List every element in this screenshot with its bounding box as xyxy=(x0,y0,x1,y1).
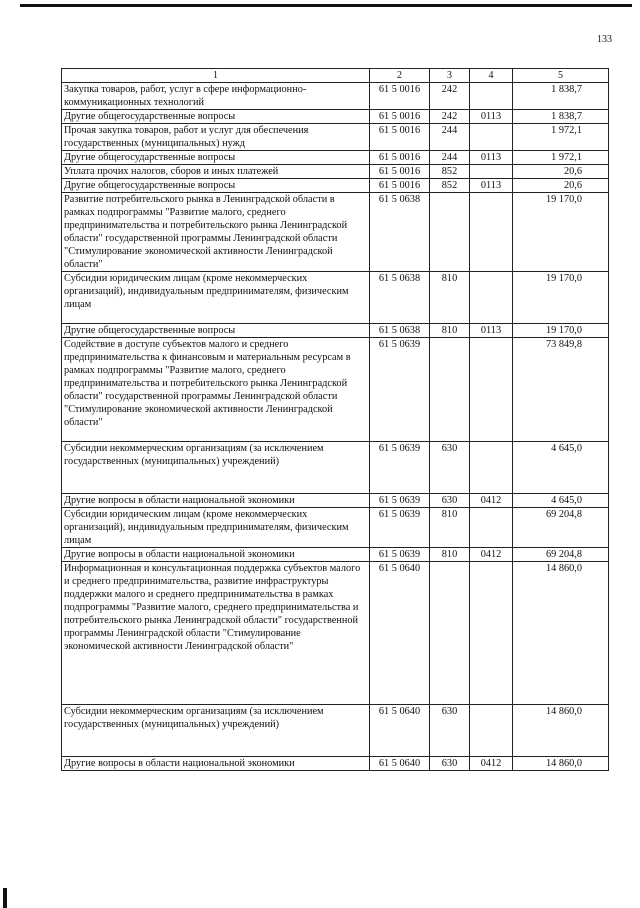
column-header-3: 3 xyxy=(430,69,470,83)
item-name-cell: Прочая закупка товаров, работ и услуг для обеспечения государственных (муниципальных) нужд xyxy=(62,124,370,151)
amount-cell: 20,6 xyxy=(513,179,609,193)
amount-cell: 4 645,0 xyxy=(513,442,609,494)
section-code-cell: 0113 xyxy=(470,110,513,124)
section-code-cell xyxy=(470,124,513,151)
target-code-cell: 61 5 0638 xyxy=(370,324,430,338)
table-row xyxy=(62,179,609,193)
expense-type-cell: 810 xyxy=(430,272,470,324)
target-code-cell: 61 5 0016 xyxy=(370,83,430,110)
target-code-cell: 61 5 0639 xyxy=(370,338,430,442)
item-name-cell: Другие общегосударственные вопросы xyxy=(62,110,370,124)
target-code-cell: 61 5 0016 xyxy=(370,179,430,193)
expense-type-cell: 810 xyxy=(430,324,470,338)
target-code-cell: 61 5 0016 xyxy=(370,151,430,165)
column-header-4: 4 xyxy=(470,69,513,83)
table-row xyxy=(62,110,609,124)
table-row xyxy=(62,562,609,705)
section-code-cell xyxy=(470,165,513,179)
expense-type-cell: 630 xyxy=(430,705,470,757)
section-code-cell xyxy=(470,705,513,757)
table-row xyxy=(62,124,609,151)
column-header-1: 1 xyxy=(62,69,370,83)
expense-type-cell: 244 xyxy=(430,124,470,151)
expense-type-cell: 630 xyxy=(430,442,470,494)
section-code-cell xyxy=(470,272,513,324)
item-name-cell: Другие общегосударственные вопросы xyxy=(62,179,370,193)
expense-type-cell: 630 xyxy=(430,757,470,771)
budget-table xyxy=(61,68,609,771)
section-code-cell: 0412 xyxy=(470,548,513,562)
table-row xyxy=(62,494,609,508)
item-name-cell: Другие общегосударственные вопросы xyxy=(62,324,370,338)
target-code-cell: 61 5 0639 xyxy=(370,494,430,508)
table-row xyxy=(62,193,609,272)
item-name-cell: Другие общегосударственные вопросы xyxy=(62,151,370,165)
amount-cell: 1 838,7 xyxy=(513,110,609,124)
item-name-cell: Информационная и консультационная поддержка субъектов малого и среднего предпринимательства, развитие инфраструктуры поддержки малого и среднего предпринимательства в рамках подпрограммы "Развитие малого, среднего предпринимательства и потребительского рынка Ленинградской области" государственной программы Ленинградской области "Стимулирование экономической активности Ленинградской области" xyxy=(62,562,370,705)
table-row xyxy=(62,508,609,548)
expense-type-cell: 630 xyxy=(430,494,470,508)
item-name-cell: Субсидии некоммерческим организациям (за исключением государственных (муниципальных) учреждений) xyxy=(62,442,370,494)
expense-type-cell: 852 xyxy=(430,165,470,179)
section-code-cell: 0113 xyxy=(470,179,513,193)
target-code-cell: 61 5 0638 xyxy=(370,193,430,272)
item-name-cell: Другие вопросы в области национальной экономики xyxy=(62,494,370,508)
target-code-cell: 61 5 0640 xyxy=(370,562,430,705)
item-name-cell: Другие вопросы в области национальной экономики xyxy=(62,548,370,562)
table-row xyxy=(62,548,609,562)
amount-cell: 69 204,8 xyxy=(513,548,609,562)
amount-cell: 14 860,0 xyxy=(513,705,609,757)
table-row xyxy=(62,705,609,757)
amount-cell: 14 860,0 xyxy=(513,562,609,705)
target-code-cell: 61 5 0016 xyxy=(370,165,430,179)
table-row xyxy=(62,83,609,110)
section-code-cell: 0412 xyxy=(470,494,513,508)
amount-cell: 69 204,8 xyxy=(513,508,609,548)
table-row xyxy=(62,442,609,494)
table-row xyxy=(62,151,609,165)
item-name-cell: Содействие в доступе субъектов малого и среднего предпринимательства к финансовым и материальным ресурсам в рамках подпрограммы "Развитие малого, среднего предпринимательства и потребительского рынка Ленинградской области" государственной программы Ленинградской области "Стимулирование экономической активности Ленинградской области" xyxy=(62,338,370,442)
table-row xyxy=(62,324,609,338)
budget-table-body xyxy=(62,69,609,771)
table-row xyxy=(62,757,609,771)
section-code-cell xyxy=(470,193,513,272)
amount-cell: 1 972,1 xyxy=(513,124,609,151)
target-code-cell: 61 5 0640 xyxy=(370,705,430,757)
amount-cell: 14 860,0 xyxy=(513,757,609,771)
target-code-cell: 61 5 0639 xyxy=(370,548,430,562)
item-name-cell: Субсидии юридическим лицам (кроме некоммерческих организаций), индивидуальным предпринимателям, физическим лицам xyxy=(62,272,370,324)
expense-type-cell xyxy=(430,338,470,442)
amount-cell: 1 972,1 xyxy=(513,151,609,165)
amount-cell: 19 170,0 xyxy=(513,324,609,338)
page-number: 133 xyxy=(597,34,612,45)
expense-type-cell xyxy=(430,562,470,705)
section-code-cell xyxy=(470,562,513,705)
amount-cell: 1 838,7 xyxy=(513,83,609,110)
expense-type-cell: 852 xyxy=(430,179,470,193)
column-number-header-row xyxy=(62,69,609,83)
top-border-line xyxy=(20,4,632,7)
target-code-cell: 61 5 0016 xyxy=(370,124,430,151)
expense-type-cell: 244 xyxy=(430,151,470,165)
amount-cell: 20,6 xyxy=(513,165,609,179)
expense-type-cell: 242 xyxy=(430,110,470,124)
table-row xyxy=(62,272,609,324)
section-code-cell: 0412 xyxy=(470,757,513,771)
target-code-cell: 61 5 0640 xyxy=(370,757,430,771)
target-code-cell: 61 5 0639 xyxy=(370,442,430,494)
item-name-cell: Уплата прочих налогов, сборов и иных платежей xyxy=(62,165,370,179)
expense-type-cell: 242 xyxy=(430,83,470,110)
item-name-cell: Субсидии юридическим лицам (кроме некоммерческих организаций), индивидуальным предпринимателям, физическим лицам xyxy=(62,508,370,548)
amount-cell: 19 170,0 xyxy=(513,272,609,324)
column-header-5: 5 xyxy=(513,69,609,83)
expense-type-cell xyxy=(430,193,470,272)
item-name-cell: Развитие потребительского рынка в Ленинградской области в рамках подпрограммы "Развитие малого, среднего предпринимательства и потребительского рынка Ленинградской области" государственной программы Ленинградской области "Стимулирование экономической активности Ленинградской области" xyxy=(62,193,370,272)
target-code-cell: 61 5 0638 xyxy=(370,272,430,324)
expense-type-cell: 810 xyxy=(430,548,470,562)
table-row xyxy=(62,165,609,179)
target-code-cell: 61 5 0016 xyxy=(370,110,430,124)
item-name-cell: Другие вопросы в области национальной экономики xyxy=(62,757,370,771)
section-code-cell: 0113 xyxy=(470,324,513,338)
item-name-cell: Субсидии некоммерческим организациям (за исключением государственных (муниципальных) учреждений) xyxy=(62,705,370,757)
section-code-cell: 0113 xyxy=(470,151,513,165)
section-code-cell xyxy=(470,338,513,442)
amount-cell: 19 170,0 xyxy=(513,193,609,272)
section-code-cell xyxy=(470,508,513,548)
table-row xyxy=(62,338,609,442)
column-header-2: 2 xyxy=(370,69,430,83)
item-name-cell: Закупка товаров, работ, услуг в сфере информационно-коммуникационных технологий xyxy=(62,83,370,110)
amount-cell: 4 645,0 xyxy=(513,494,609,508)
amount-cell: 73 849,8 xyxy=(513,338,609,442)
scan-edge-mark xyxy=(3,888,7,908)
target-code-cell: 61 5 0639 xyxy=(370,508,430,548)
section-code-cell xyxy=(470,83,513,110)
section-code-cell xyxy=(470,442,513,494)
expense-type-cell: 810 xyxy=(430,508,470,548)
